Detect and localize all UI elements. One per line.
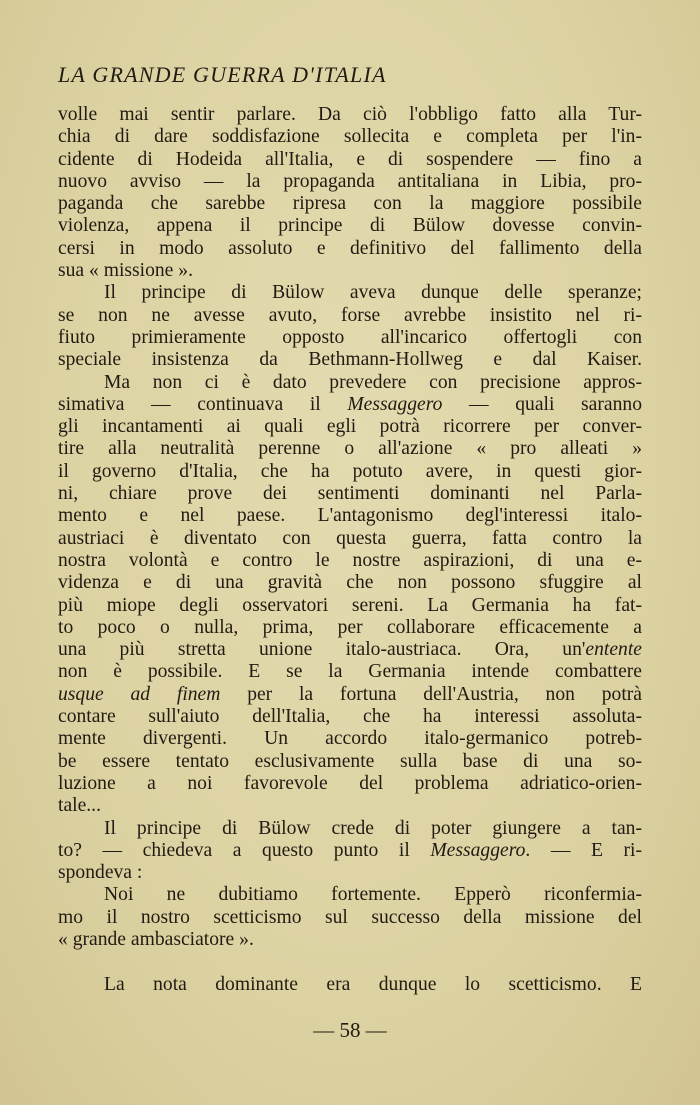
- text-line: violenza, appena il principe di Bülow dovesse convin-: [58, 215, 642, 237]
- text-line: fiuto primieramente opposto all'incarico offertogli con: [58, 326, 642, 348]
- text-line: cersi in modo assoluto e definitivo del fallimento della: [58, 237, 642, 259]
- text-line: volle mai sentir parlare. Da ciò l'obbligo fatto alla Tur-: [58, 104, 642, 125]
- paragraph-gap: [58, 951, 642, 973]
- text-line: simativa — continuava il Messaggero — quali saranno: [58, 393, 642, 415]
- text-line: mento e nel paese. L'antagonismo degl'interessi italo-: [58, 505, 642, 527]
- text-line: Noi ne dubitiamo fortemente. Epperò riconfermia-: [104, 884, 642, 906]
- text-line: mente divergenti. Un accordo italo-germanico potreb-: [58, 728, 642, 750]
- text-line: Il principe di Bülow aveva dunque delle speranze;: [104, 282, 642, 304]
- running-head: LA GRANDE GUERRA D'ITALIA: [58, 62, 387, 87]
- text-line: non è possibile. E se la Germania intende combattere: [58, 661, 642, 683]
- text-line: tire alla neutralità perenne o all'azione « pro alleati »: [58, 438, 642, 460]
- text-line: tale...: [58, 795, 101, 817]
- text-line: paganda che sarebbe ripresa con la maggiore possibile: [58, 193, 642, 215]
- text-line: mo il nostro scetticismo sul successo della missione del: [58, 906, 642, 928]
- text-line: luzione a noi favorevole del problema adriatico-orien-: [58, 772, 642, 794]
- text-line: Ma non ci è dato prevedere con precisione appros-: [104, 371, 642, 393]
- text-line: cidente di Hodeida all'Italia, e di sospendere — fino a: [58, 148, 642, 170]
- text-line: ni, chiare prove dei sentimenti dominanti nel Parla-: [58, 483, 642, 505]
- text-line: se non ne avesse avuto, forse avrebbe insistito nel ri-: [58, 304, 642, 326]
- text-line: più miope degli osservatori sereni. La Germania ha fat-: [58, 594, 642, 616]
- text-line: una più stretta unione italo-austriaca. Ora, un'entente: [58, 639, 642, 661]
- text-line: il governo d'Italia, che ha potuto avere, in questi gior-: [58, 460, 642, 482]
- text-line: chia di dare soddisfazione sollecita e completa per l'in-: [58, 126, 642, 148]
- text-line: Il principe di Bülow crede di poter giungere a tan-: [104, 817, 642, 839]
- page-number: — 58 —: [313, 1018, 387, 1042]
- text-line: to poco o nulla, prima, per collaborare efficacemente a: [58, 616, 642, 638]
- text-line: sua « missione ».: [58, 260, 193, 282]
- text-line: gli incantamenti ai quali egli potrà ricorrere per conver-: [58, 416, 642, 438]
- text-line: La nota dominante era dunque lo scetticismo. E: [104, 973, 642, 995]
- text-line: videnza e di una gravità che non possono sfuggire al: [58, 572, 642, 594]
- text-line: contare sull'aiuto dell'Italia, che ha interessi assoluta-: [58, 706, 642, 728]
- text-line: spondeva :: [58, 862, 143, 884]
- text-line: « grande ambasciatore ».: [58, 928, 254, 950]
- text-line: usque ad finem per la fortuna dell'Austria, non potrà: [58, 683, 642, 705]
- text-line: to? — chiedeva a questo punto il Messaggero. — E ri-: [58, 839, 642, 861]
- text-line: be essere tentato esclusivamente sulla base di una so-: [58, 750, 642, 772]
- body-text: [58, 104, 642, 996]
- text-line: nuovo avviso — la propaganda antitaliana in Libia, pro-: [58, 170, 642, 192]
- text-line: speciale insistenza da Bethmann-Hollweg e dal Kaiser.: [58, 349, 642, 371]
- text-line: nostra volontà e contro le nostre aspirazioni, di una e-: [58, 549, 642, 571]
- text-line: austriaci è diventato con questa guerra, fatta contro la: [58, 527, 642, 549]
